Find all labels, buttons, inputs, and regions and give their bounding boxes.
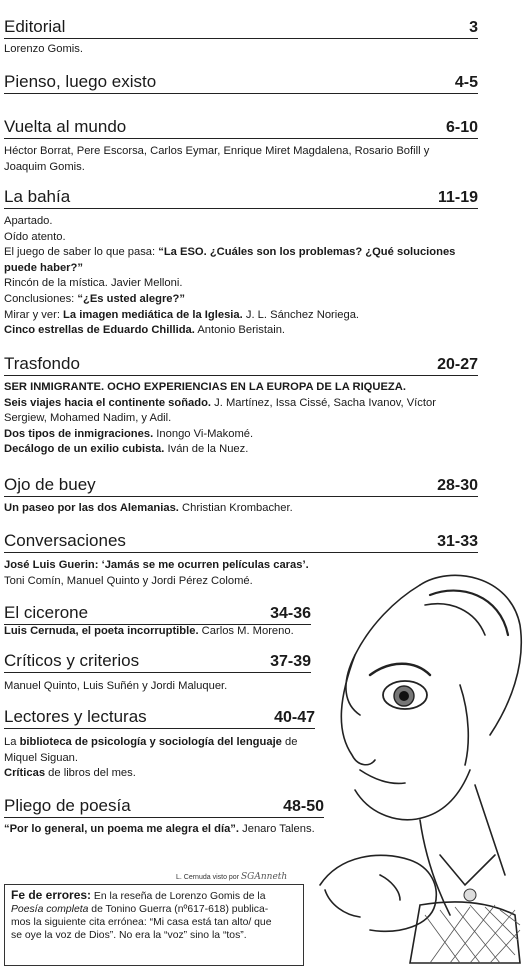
section-title: El cicerone <box>4 603 89 622</box>
section-body-editorial <box>4 42 83 58</box>
errata-label: Fe de errores: <box>11 888 92 902</box>
body-line <box>4 261 455 277</box>
highlight: Luis Cernuda, el poeta incorruptible. <box>4 625 199 637</box>
text: Inongo Vi-Makomé. <box>153 427 254 440</box>
page-range: 34-36 <box>270 605 311 622</box>
body-line <box>4 427 436 443</box>
section-title: Críticos y criterios <box>4 651 140 670</box>
body-line <box>4 558 309 574</box>
section-header-editorial <box>4 14 478 39</box>
section-header-pienso <box>4 69 478 94</box>
text: Christian Krombacher. <box>178 502 293 514</box>
text: El juego de saber lo que pasa: <box>4 246 159 259</box>
section-header-ojo <box>4 472 478 497</box>
page-range: 48-50 <box>283 798 324 815</box>
section-title: Trasfondo <box>4 354 80 373</box>
page-range: 6-10 <box>445 119 478 136</box>
highlight: SER INMIGRANTE. OCHO EXPERIENCIAS EN LA EUROPA DE LA RIQUEZA. <box>4 381 406 393</box>
text: J. L. Sánchez Noriega. <box>242 308 360 321</box>
section-title: Pienso, luego existo <box>4 72 157 91</box>
section-header-pliego <box>4 793 324 818</box>
text: Carlos M. Moreno. <box>198 625 294 637</box>
body-line: Sergiew, Mohamed Nadim, y Adil. <box>4 412 172 425</box>
section-body-ojo <box>4 501 293 517</box>
section-header-bahia <box>4 184 478 209</box>
text: Mirar y ver: <box>4 308 64 321</box>
section-title: Conversaciones <box>4 531 126 550</box>
eye <box>383 681 427 709</box>
text: de libros del mes. <box>45 767 136 780</box>
body-line: Toni Comín, Manuel Quinto y Jordi Pérez Colomé. <box>4 574 253 587</box>
body-line: Oído atento. <box>4 230 66 243</box>
section-title: Lectores y lecturas <box>4 707 147 726</box>
text: La <box>4 736 20 748</box>
highlight: Seis viajes hacia el continente soñado. <box>4 396 212 409</box>
section-body-conversaciones <box>4 558 309 589</box>
text: de Tonino Guerra (nº617-618) publica- <box>88 904 269 915</box>
page-range: 40-47 <box>274 709 315 726</box>
section-title: Pliego de poesía <box>4 796 131 815</box>
highlight: “Por lo general, un poema me alegra el día”. <box>4 823 240 835</box>
section-title: Ojo de buey <box>4 475 96 494</box>
section-title: Vuelta al mundo <box>4 117 127 136</box>
errata-box <box>4 884 304 966</box>
body-line <box>4 308 455 324</box>
highlight: Críticas <box>4 767 46 780</box>
text: de <box>281 736 298 748</box>
body-line: Joaquim Gomis. <box>4 160 85 173</box>
highlight: biblioteca de psicología y sociología del lenguaje <box>19 736 282 748</box>
text: J. Martínez, Issa Cissé, Sacha Ivanov, Víctor <box>211 396 436 409</box>
highlight: José Luis Guerin: ‘Jamás se me ocurren películas caras’. <box>4 559 309 571</box>
section-header-lectores <box>4 704 315 729</box>
text: Antonio Beristain. <box>194 324 286 337</box>
body-line: Apartado. <box>4 215 53 227</box>
body-line: Rincón de la mística. Javier Melloni. <box>4 277 183 290</box>
section-body-lectores <box>4 735 297 782</box>
text: En la reseña de Lorenzo Gomis de la <box>91 891 266 902</box>
body-line: Lorenzo Gomis. <box>4 43 83 55</box>
section-header-criticos <box>4 648 311 673</box>
text: Iván de la Nuez. <box>164 443 249 456</box>
highlight: Un paseo por las dos Alemanias. <box>4 502 179 514</box>
errata-line: mos la siguiente cita errónea: “Mi casa está tan alto/ que <box>11 917 272 928</box>
errata-line: se oye la voz de Dios”. No era la “voz” sino la “tos”. <box>11 930 247 941</box>
body-line <box>4 396 436 412</box>
body-line <box>4 245 455 261</box>
errata-line <box>11 889 297 903</box>
section-header-cicerone <box>4 600 311 625</box>
section-body-bahia <box>4 214 455 339</box>
caption-text: L. Cernuda visto por <box>176 874 240 881</box>
body-line: Héctor Borrat, Pere Escorsa, Carlos Eymar, Enrique Miret Magdalena, Rosario Bofill y <box>4 145 430 157</box>
body-line <box>4 380 436 396</box>
page-range: 28-30 <box>437 477 478 494</box>
highlight: Cinco estrellas de Eduardo Chillida. <box>4 324 195 337</box>
section-body-vuelta <box>4 144 429 175</box>
body-line <box>4 735 297 751</box>
book-title: Poesía completa <box>11 904 89 915</box>
highlight: Dos tipos de inmigraciones. <box>4 427 154 440</box>
body-line <box>4 323 455 339</box>
highlight: puede haber?” <box>4 261 83 274</box>
highlight: Decálogo de un exilio cubista. <box>4 443 165 456</box>
page-range: 4-5 <box>454 74 478 91</box>
section-body-trasfondo <box>4 380 436 458</box>
body-line <box>4 822 315 838</box>
body-line: Miquel Siguan. <box>4 751 79 764</box>
body-line <box>4 292 455 308</box>
section-header-trasfondo <box>4 351 478 376</box>
text: Jenaro Talens. <box>239 823 315 835</box>
artist-signature: SGAnneth <box>241 872 288 882</box>
highlight: La imagen mediática de la Iglesia. <box>63 308 243 321</box>
body-line: Manuel Quinto, Luis Suñén y Jordi Maluquer. <box>4 680 228 692</box>
section-title: La bahía <box>4 187 71 206</box>
page-range: 3 <box>469 19 478 36</box>
text: Conclusiones: <box>4 292 78 305</box>
section-body-pliego <box>4 822 315 838</box>
body-line <box>4 624 294 640</box>
illustration-caption <box>176 872 287 882</box>
section-header-conversaciones <box>4 528 478 553</box>
page-range: 11-19 <box>437 189 478 206</box>
section-header-vuelta <box>4 114 478 139</box>
page-range: 20-27 <box>437 356 478 373</box>
highlight: “¿Es usted alegre?” <box>77 292 185 305</box>
highlight: “La ESO. ¿Cuáles son los problemas? ¿Qué soluciones <box>158 246 456 259</box>
section-body-criticos <box>4 679 227 695</box>
body-line <box>4 766 297 782</box>
errata-line <box>11 903 297 916</box>
page-range: 31-33 <box>437 533 478 550</box>
page-range: 37-39 <box>270 653 311 670</box>
body-line <box>4 442 436 458</box>
section-body-cicerone <box>4 624 294 640</box>
body-line <box>4 501 293 517</box>
caricature-illustration <box>300 555 526 965</box>
section-title: Editorial <box>4 17 66 36</box>
